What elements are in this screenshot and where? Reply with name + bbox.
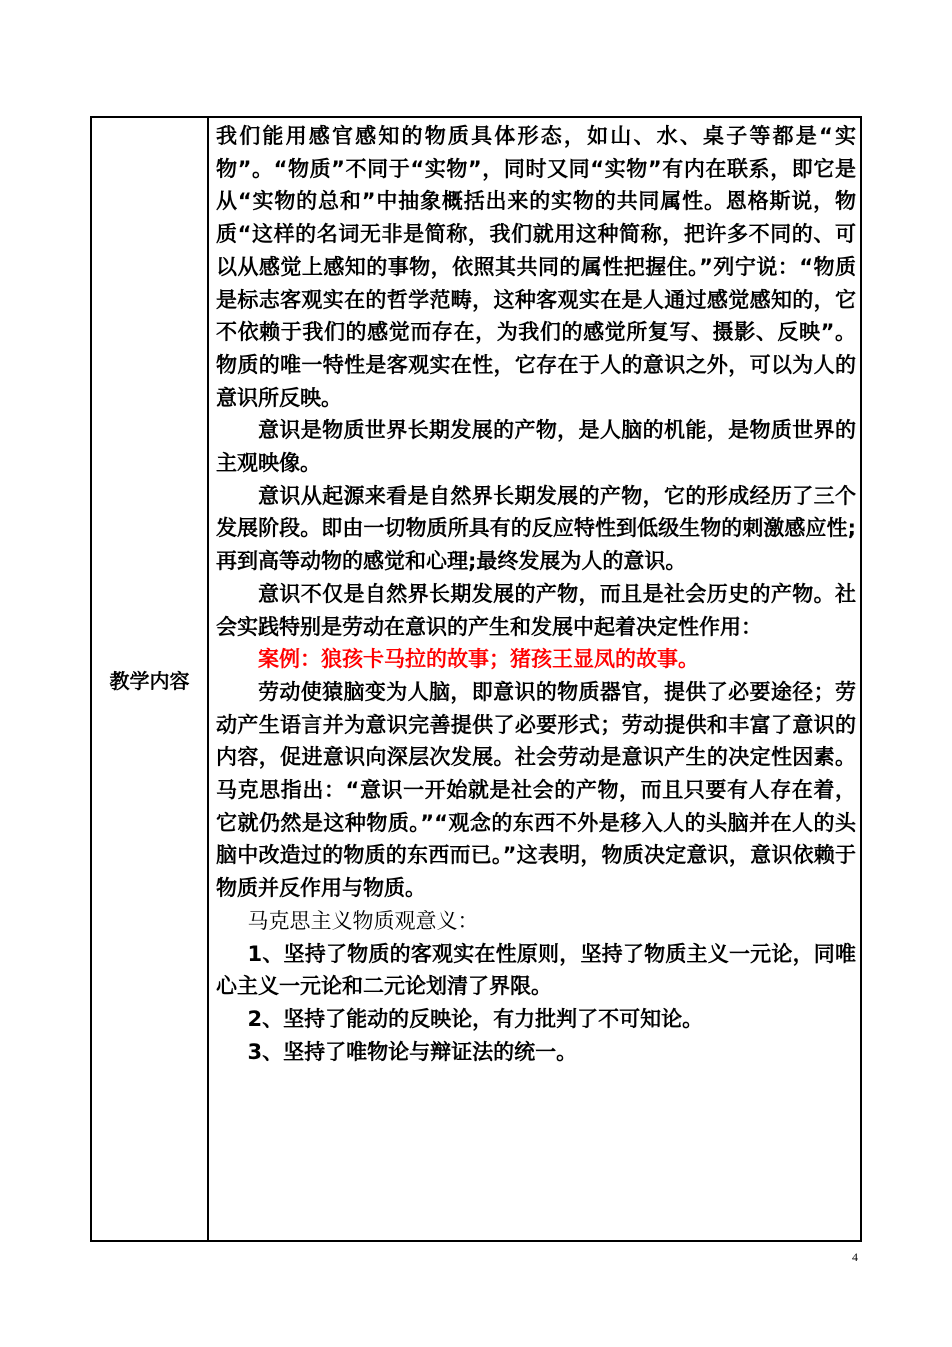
paragraph-consciousness-product: 意识是物质世界长期发展的产物，是人脑的机能，是物质世界的主观映像。	[216, 418, 856, 476]
paragraph-labor: 劳动使猿脑变为人脑，即意识的物质器官，提供了必要途径；劳动产生语言并为意识完善提供了必要形式；劳动提供和丰富了意识的内容，促进意识向深层次发展。社会劳动是意识产生的决定性因素。马克思指出：“意识一开始就是社会的产物，而且只要有人存在着，它就仍然是这种物质。”“观念的东西不外是移入人的头脑并在人的头脑中改造过的物质的东西而已。”这表明，物质决定意识，意识依赖于物质并反作用与物质。	[216, 679, 856, 901]
paragraph-consciousness-origin: 意识从起源来看是自然界长期发展的产物，它的形成经历了三个发展阶段。即由一切物质所具有的反应特性到低级生物的刺激感应性;再到高等动物的感觉和心理;最终发展为人的意识。	[216, 483, 856, 574]
case-example: 案例：狼孩卡马拉的故事；猪孩王显凤的故事。	[258, 647, 699, 672]
significance-heading: 马克思主义物质观意义：	[247, 908, 479, 933]
content-cell	[216, 120, 856, 1068]
column-divider	[207, 118, 209, 1240]
paragraph-social-history: 意识不仅是自然界长期发展的产物，而且是社会历史的产物。社会实践特别是劳动在意识的产生和发展中起着决定性作用：	[216, 581, 856, 639]
significance-item-3: 3、坚持了唯物论与辩证法的统一。	[247, 1039, 578, 1064]
content-table	[90, 116, 862, 1242]
paragraph-material-definition: 我们能用感官感知的物质具体形态，如山、水、桌子等都是“实物”。“物质”不同于“实物”，同时又同“实物”有内在联系，即它是从“实物的总和”中抽象概括出来的实物的共同属性。恩格斯说，物质“这样的名词无非是简称，我们就用这种简称，把许多不同的、可以从感觉上感知的事物，依照其共同的属性把握住。”列宁说：“物质是标志客观实在的哲学范畴，这种客观实在是人通过感觉感知的，它不依赖于我们的感觉而存在，为我们的感觉所复写、摄影、反映”。物质的唯一特性是客观实在性，它存在于人的意识之外，可以为人的意识所反映。	[216, 124, 856, 410]
significance-item-2: 2、坚持了能动的反映论，有力批判了不可知论。	[247, 1006, 704, 1031]
significance-item-1: 1、坚持了物质的客观实在性原则，坚持了物质主义一元论，同唯心主义一元论和二元论划清了界限。	[216, 941, 856, 999]
row-label: 教学内容	[109, 668, 190, 693]
page-number: 4	[852, 1250, 858, 1264]
